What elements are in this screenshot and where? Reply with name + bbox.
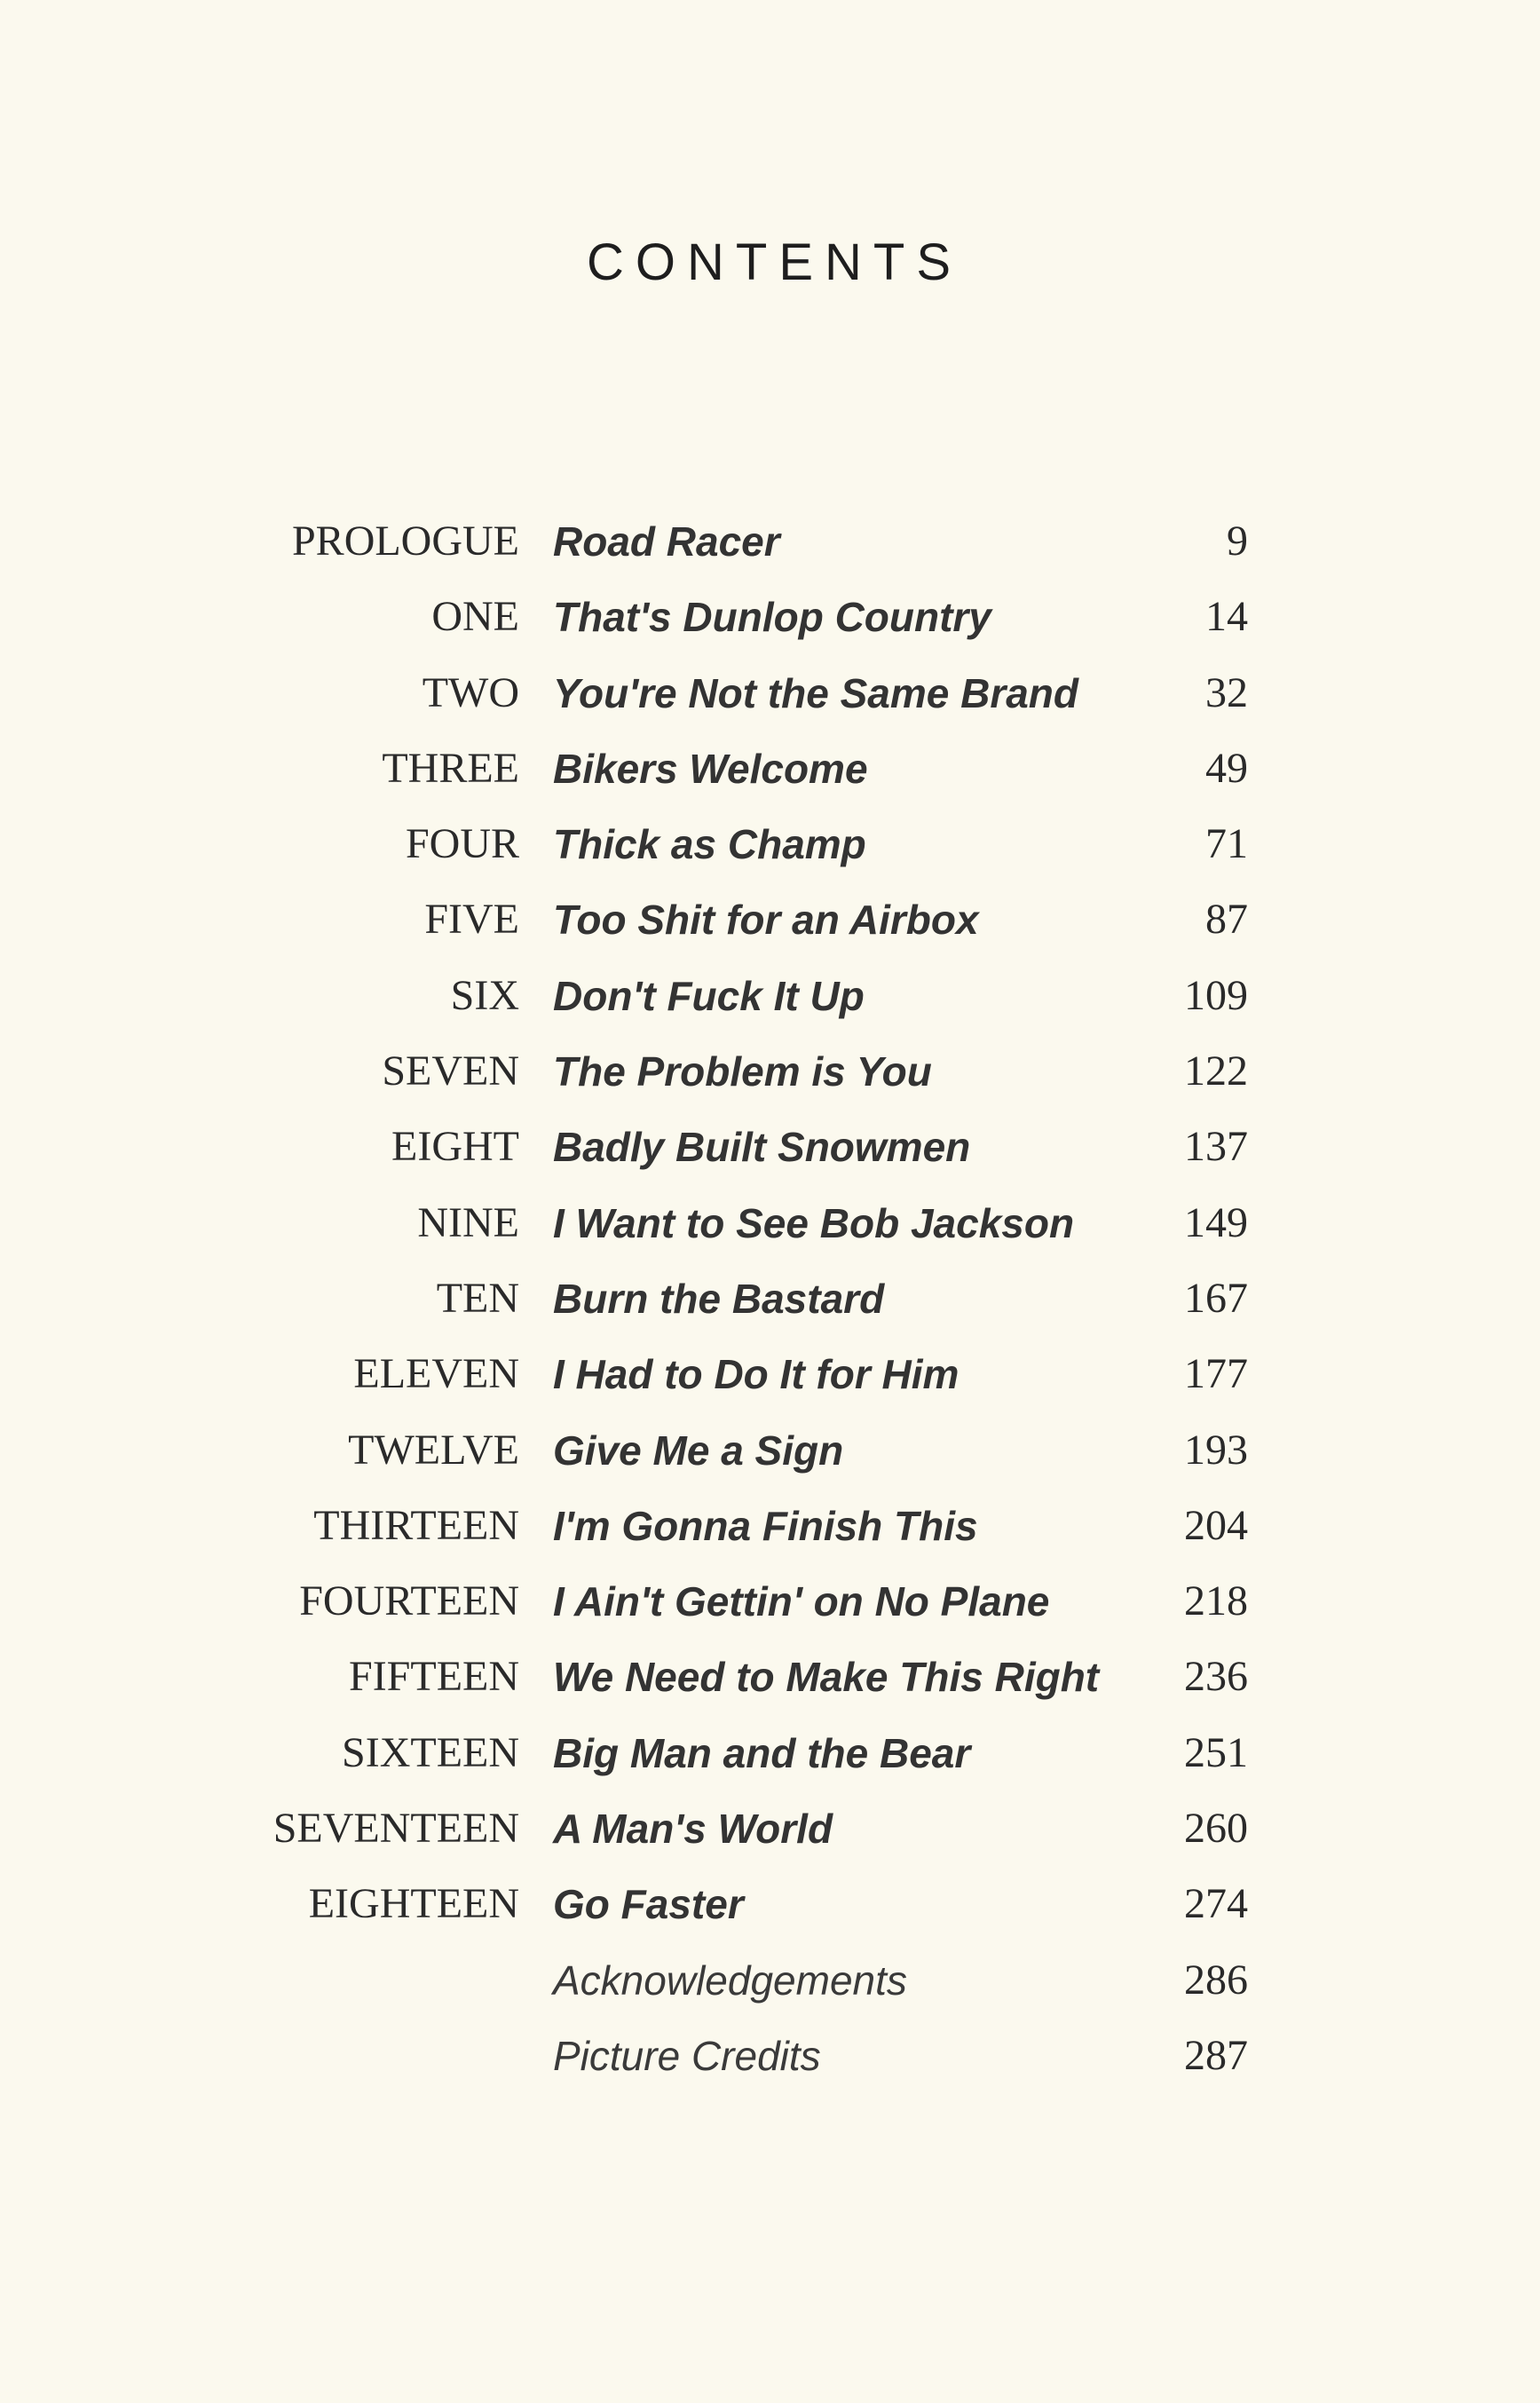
- page-number: 274: [1184, 1880, 1248, 1928]
- chapter-number: ONE: [431, 593, 519, 641]
- chapter-title: Too Shit for an Airbox: [553, 897, 979, 944]
- toc-entry[interactable]: [0, 809, 1540, 884]
- chapter-title: Don't Fuck It Up: [553, 972, 865, 1019]
- toc-entry[interactable]: [0, 506, 1540, 581]
- page-number: 167: [1184, 1274, 1248, 1322]
- chapter-title: I Want to See Bob Jackson: [553, 1199, 1075, 1246]
- chapter-title: You're Not the Same Brand: [553, 669, 1079, 716]
- chapter-title: A Man's World: [553, 1806, 833, 1853]
- chapter-number: FIFTEEN: [349, 1653, 519, 1701]
- chapter-title: Give Me a Sign: [553, 1427, 844, 1474]
- chapter-title: We Need to Make This Right: [553, 1654, 1100, 1701]
- toc-entry[interactable]: [0, 1793, 1540, 1869]
- chapter-title: That's Dunlop Country: [553, 594, 991, 641]
- page-number: 49: [1205, 744, 1248, 792]
- page-number: 122: [1184, 1047, 1248, 1095]
- chapter-number: THIRTEEN: [313, 1501, 519, 1549]
- toc-entry[interactable]: [0, 1339, 1540, 1414]
- chapter-title: Acknowledgements: [553, 1956, 907, 2004]
- table-of-contents: [0, 506, 1540, 2096]
- chapter-title: I Ain't Gettin' on No Plane: [553, 1578, 1050, 1625]
- page-number: 177: [1184, 1350, 1248, 1398]
- toc-entry[interactable]: [0, 884, 1540, 960]
- chapter-title: Big Man and the Bear: [553, 1729, 971, 1776]
- chapter-title: Badly Built Snowmen: [553, 1124, 971, 1171]
- toc-entry[interactable]: [0, 1566, 1540, 1641]
- page-number: 193: [1184, 1426, 1248, 1474]
- chapter-number: THREE: [382, 744, 519, 792]
- chapter-title: Road Racer: [553, 518, 780, 565]
- page-number: 218: [1184, 1577, 1248, 1625]
- toc-entry[interactable]: [0, 581, 1540, 657]
- toc-entry[interactable]: [0, 960, 1540, 1036]
- chapter-number: SIX: [450, 971, 519, 1019]
- toc-entry[interactable]: [0, 658, 1540, 733]
- page-number: 251: [1184, 1728, 1248, 1776]
- toc-entry[interactable]: [0, 1490, 1540, 1566]
- page-number: 87: [1205, 896, 1248, 944]
- chapter-number: EIGHTEEN: [308, 1880, 519, 1928]
- page-number: 109: [1184, 971, 1248, 1019]
- chapter-number: PROLOGUE: [291, 518, 519, 565]
- chapter-title: The Problem is You: [553, 1048, 932, 1095]
- toc-entry[interactable]: [0, 1415, 1540, 1490]
- chapter-number: TWELVE: [348, 1426, 519, 1474]
- chapter-title: Bikers Welcome: [553, 745, 868, 792]
- page-number: 260: [1184, 1805, 1248, 1853]
- page-title: CONTENTS: [587, 233, 962, 291]
- chapter-title: I'm Gonna Finish This: [553, 1502, 978, 1549]
- toc-entry[interactable]: [0, 1718, 1540, 1793]
- chapter-number: TEN: [436, 1274, 519, 1322]
- chapter-title: I Had to Do It for Him: [553, 1351, 960, 1398]
- chapter-number: FIVE: [424, 896, 519, 944]
- chapter-number: SEVENTEEN: [272, 1805, 519, 1853]
- page-number: 71: [1205, 820, 1248, 868]
- toc-entry[interactable]: [0, 1111, 1540, 1187]
- toc-entry[interactable]: [0, 1188, 1540, 1263]
- chapter-title: Picture Credits: [553, 2032, 821, 2079]
- page-number: 287: [1184, 2031, 1248, 2079]
- toc-entry[interactable]: [0, 733, 1540, 809]
- chapter-number: NINE: [417, 1198, 519, 1246]
- chapter-number: SIXTEEN: [342, 1728, 519, 1776]
- page-number: 14: [1205, 593, 1248, 641]
- chapter-title: Thick as Champ: [553, 821, 866, 868]
- toc-entry[interactable]: [0, 1869, 1540, 1944]
- page-number: 137: [1184, 1123, 1248, 1171]
- page-number: 236: [1184, 1653, 1248, 1701]
- toc-entry[interactable]: [0, 1263, 1540, 1339]
- chapter-title: Burn the Bastard: [553, 1275, 885, 1322]
- toc-entry[interactable]: [0, 1036, 1540, 1111]
- page-number: 149: [1184, 1198, 1248, 1246]
- page-number: 32: [1205, 668, 1248, 716]
- toc-entry[interactable]: [0, 2020, 1540, 2096]
- chapter-number: FOUR: [405, 820, 519, 868]
- page-number: 204: [1184, 1501, 1248, 1549]
- toc-entry[interactable]: [0, 1641, 1540, 1717]
- chapter-title: Go Faster: [553, 1881, 744, 1928]
- toc-entry[interactable]: [0, 1945, 1540, 2020]
- chapter-number: EIGHT: [391, 1123, 519, 1171]
- page-number: 286: [1184, 1956, 1248, 2004]
- page-number: 9: [1227, 518, 1248, 565]
- chapter-number: FOURTEEN: [299, 1577, 519, 1625]
- chapter-number: SEVEN: [382, 1047, 519, 1095]
- chapter-number: ELEVEN: [353, 1350, 519, 1398]
- chapter-number: TWO: [422, 668, 519, 716]
